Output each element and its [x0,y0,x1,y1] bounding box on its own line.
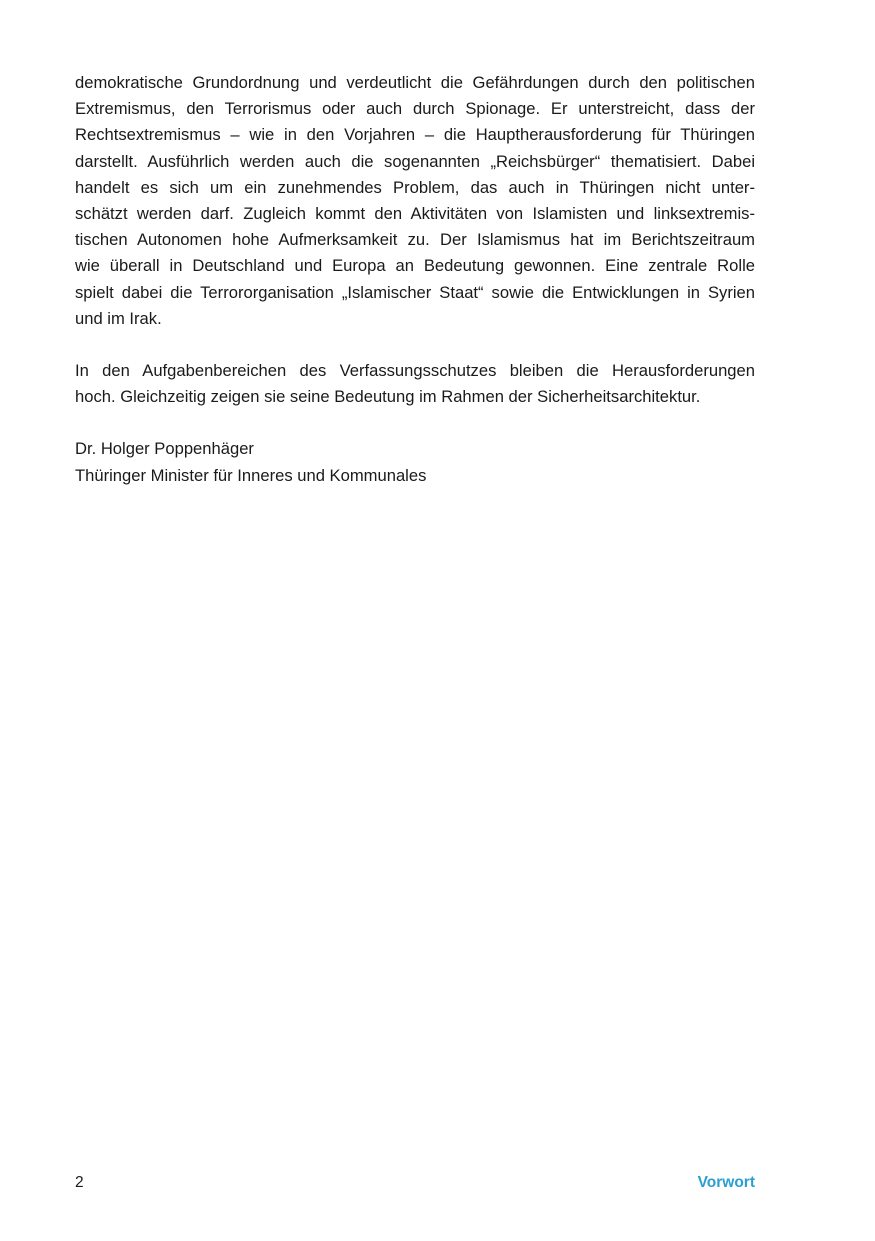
signatory-name: Dr. Holger Poppenhäger [75,439,254,459]
signatory-title: Thüringer Minister für Inneres und Kommunales [75,465,427,485]
paragraph-line: In den Aufgabenbereichen des Verfassungsschutzes bleiben die Herausforderungen [75,361,755,381]
page-body [75,70,755,489]
paragraph-spacer [75,410,755,436]
paragraph-line: darstellt. Ausführlich werden auch die sogenannten „Reichsbürger“ thematisiert. Dabei [75,151,755,171]
closing-paragraph [75,358,755,410]
section-name: Vorwort [697,1174,755,1191]
paragraph-line: und im Irak. [75,308,162,328]
intro-paragraph [75,70,755,332]
paragraph-spacer [75,332,755,358]
paragraph-line: tischen Autonomen hohe Aufmerksamkeit zu. Der Islamismus hat im Berichtszeitraum [75,230,755,250]
paragraph-line: hoch. Gleichzeitig zeigen sie seine Bedeutung im Rahmen der Sicherheitsarchitektur. [75,387,701,407]
page-footer [75,1171,755,1195]
signature-block [75,436,755,488]
paragraph-line: Extremismus, den Terrorismus oder auch durch Spionage. Er unterstreicht, dass der [75,99,755,119]
paragraph-line: handelt es sich um ein zunehmendes Problem, das auch in Thüringen nicht unter- [75,177,755,197]
paragraph-line: spielt dabei die Terrororganisation „Islamischer Staat“ sowie die Entwicklungen in Syrien [75,282,755,302]
paragraph-line: demokratische Grundordnung und verdeutlicht die Gefährdungen durch den politischen [75,73,755,92]
page-number: 2 [75,1174,84,1191]
paragraph-line: wie überall in Deutschland und Europa an Bedeutung gewonnen. Eine zentrale Rolle [75,256,755,276]
paragraph-line: Rechtsextremismus – wie in den Vorjahren – die Hauptherausforderung für Thüringen [75,125,755,145]
paragraph-line: schätzt werden darf. Zugleich kommt den Aktivitäten von Islamisten und linksextremis- [75,204,755,224]
